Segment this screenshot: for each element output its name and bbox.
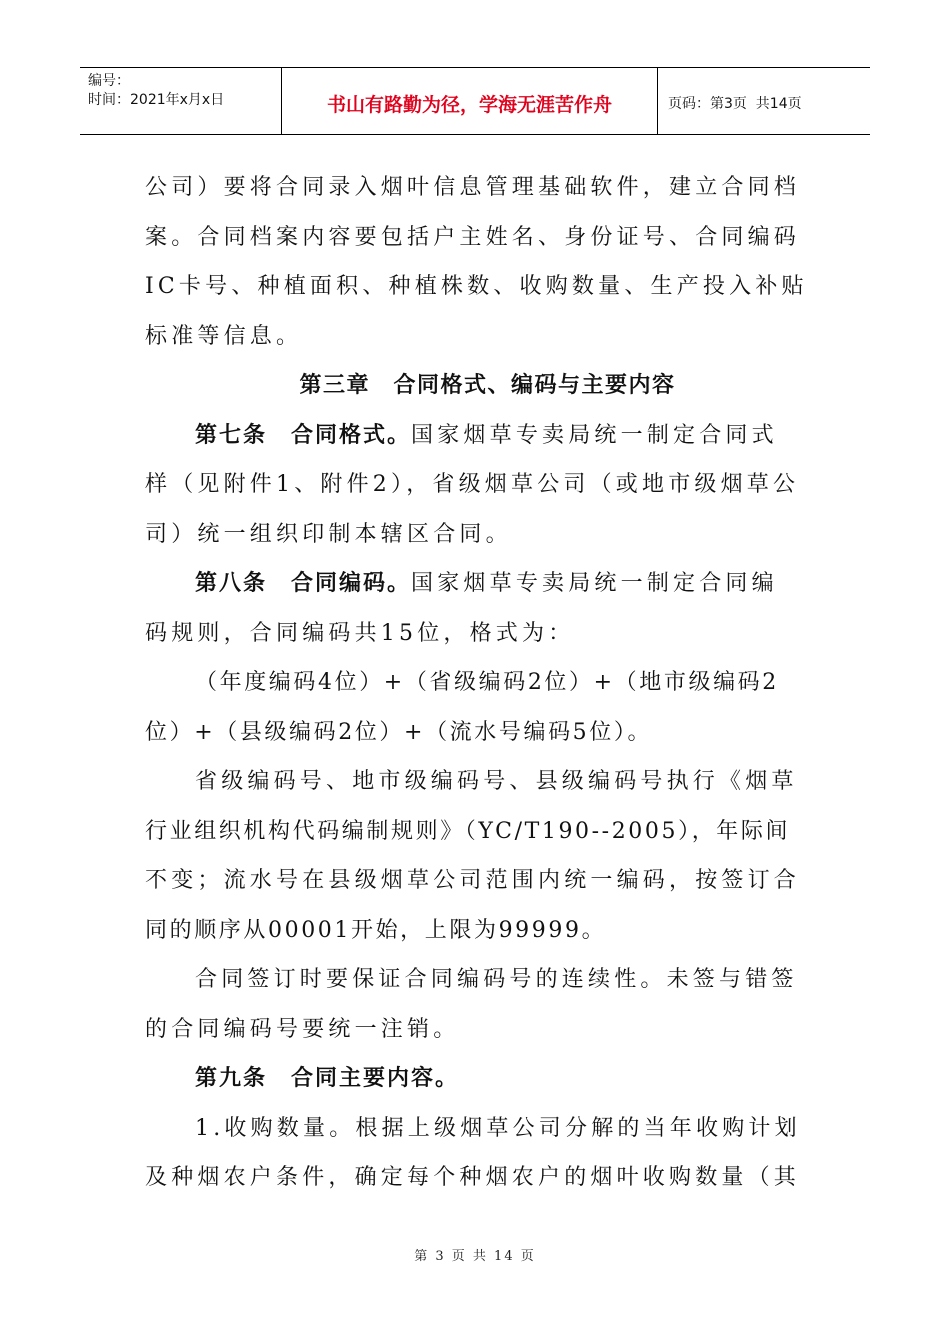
body-line: 的合同编码号要统一注销。 (145, 1016, 460, 1042)
article-8 (145, 559, 810, 609)
body-line: 及种烟农户条件，确定每个种烟农户的烟叶收购数量（其 (145, 1165, 801, 1190)
body-line: 行业组织机构代码编制规则》（YC/T190--2005），年际间 (145, 818, 791, 844)
document-body (145, 163, 810, 1203)
article-7-title: 第七条 合同格式。 (195, 422, 412, 448)
body-line: 合同签订时要保证合同编码号的连续性。未签与错签 (195, 967, 798, 992)
article-7-text: 国家烟草专卖局统一制定合同式 (411, 422, 778, 448)
body-line: 样（见附件1、附件2），省级烟草公司（或地市级烟草公 (145, 472, 800, 497)
format-line: （年度编码4位）+（省级编码2位）+（地市级编码2 (195, 670, 779, 695)
body-line: 不变；流水号在县级烟草公司范围内统一编码，按签订合 (145, 868, 801, 893)
article-7 (145, 411, 810, 461)
time-label: 时间：2021年x月x日 (88, 92, 225, 108)
body-line: 公司）要将合同录入烟叶信息管理基础软件，建立合同档 (145, 175, 801, 200)
article-8-title: 第八条 合同编码。 (195, 571, 412, 596)
body-line: 1.收购数量。根据上级烟草公司分解的当年收购计划 (195, 1115, 801, 1141)
page-header (80, 67, 870, 135)
body-line: 省级编码号、地市级编码号、县级编码号执行《烟草 (195, 769, 798, 794)
body-line: 同的顺序从00001开始，上限为99999。 (145, 917, 607, 943)
number-label: 编号： (88, 73, 130, 89)
body-line: 司）统一组织印制本辖区合同。 (145, 521, 512, 547)
chapter-heading: 第三章 合同格式、编码与主要内容 (299, 373, 676, 398)
page-info-text: 页码：第3页 共14页 (668, 96, 802, 112)
page-footer: 第 3 页 共 14 页 (414, 1249, 536, 1264)
body-line: 案。合同档案内容要包括户主姓名、身份证号、合同编码 (145, 224, 801, 250)
article-8-text: 国家烟草专卖局统一制定合同编 (411, 571, 778, 596)
header-meta (80, 68, 282, 134)
format-line: 位）+（县级编码2位）+（流水号编码5位）。 (145, 719, 653, 745)
article-9 (145, 1054, 810, 1104)
header-motto: 书山有路勤为径，学海无涯苦作舟 (282, 68, 658, 134)
body-line: IC卡号、种植面积、种植株数、收购数量、生产投入补贴 (145, 274, 808, 299)
body-line: 码规则，合同编码共15位，格式为： (145, 620, 575, 646)
body-line: 标准等信息。 (145, 323, 303, 349)
article-9-title: 第九条 合同主要内容。 (195, 1066, 460, 1091)
header-page-info (658, 68, 870, 134)
